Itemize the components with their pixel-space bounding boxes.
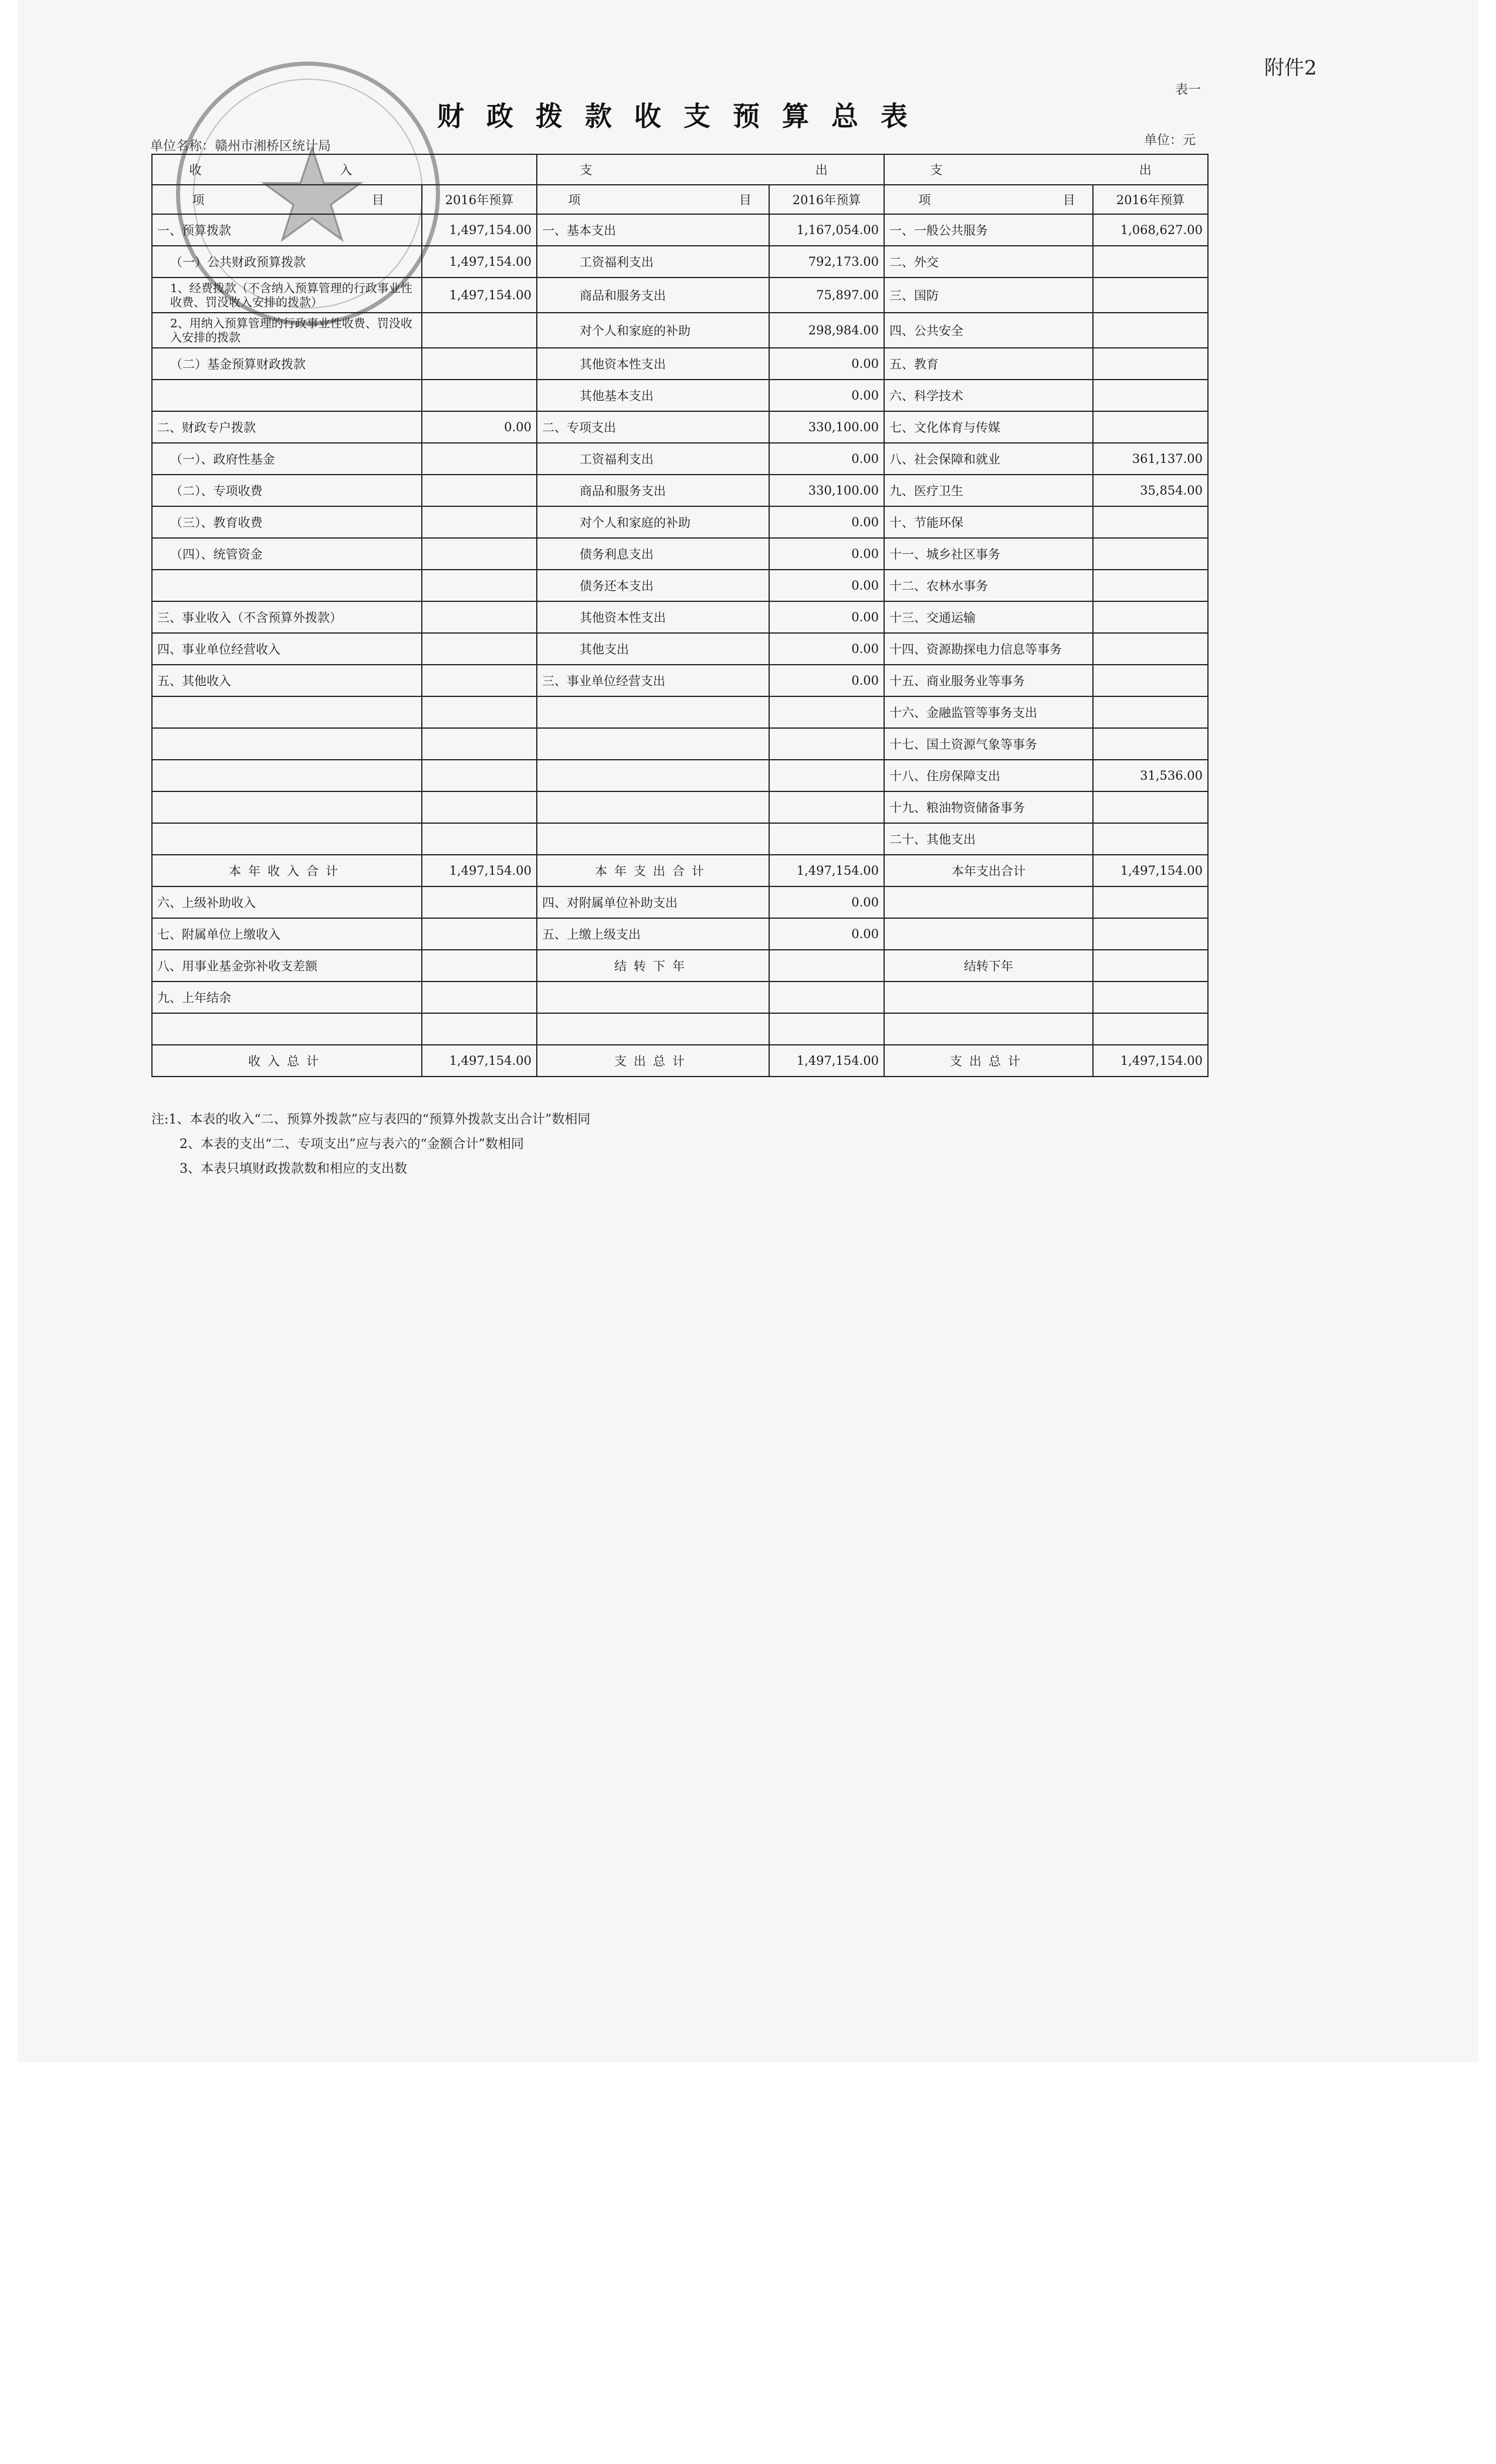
table-row — [152, 570, 1208, 601]
expense-value: 0.00 — [769, 665, 884, 696]
function-item: 六、科学技术 — [884, 380, 1093, 411]
table-row — [152, 791, 1208, 823]
income-value — [422, 981, 537, 1013]
income-value: 1,497,154.00 — [422, 246, 537, 277]
function-group-header: 支 出 — [884, 154, 1208, 185]
income-value — [422, 760, 537, 791]
budget-table — [151, 154, 1209, 1077]
function-value: 361,137.00 — [1093, 443, 1208, 475]
expense-value: 330,100.00 — [769, 411, 884, 443]
income-value — [422, 633, 537, 665]
function-item: 十三、交通运输 — [884, 601, 1093, 633]
function-value — [1093, 791, 1208, 823]
income-value — [422, 696, 537, 728]
function-value — [1093, 538, 1208, 570]
income-value — [422, 475, 537, 506]
expense-value: 792,173.00 — [769, 246, 884, 277]
footnote-3: 3、本表只填财政拨款数和相应的支出数 — [180, 1162, 407, 1176]
expense-item: 工资福利支出 — [537, 246, 769, 277]
table-row — [152, 633, 1208, 665]
expense-value: 0.00 — [769, 918, 884, 950]
function-value — [1093, 886, 1208, 918]
income-value: 1,497,154.00 — [422, 277, 537, 313]
expense-value — [769, 950, 884, 981]
table-row — [152, 728, 1208, 760]
function-item — [884, 886, 1093, 918]
expense-value — [769, 823, 884, 855]
income-item: （一）公共财政预算拨款 — [152, 246, 422, 277]
expense-value: 0.00 — [769, 601, 884, 633]
expense-item: 其他支出 — [537, 633, 769, 665]
income-item — [152, 1013, 422, 1045]
expense-value: 330,100.00 — [769, 475, 884, 506]
header-row-groups — [152, 154, 1208, 185]
table-row — [152, 855, 1208, 886]
expense-item: 支出总计 — [537, 1045, 769, 1077]
income-item — [152, 823, 422, 855]
expense-value: 0.00 — [769, 570, 884, 601]
income-item: 收入总计 — [152, 1045, 422, 1077]
expense-value: 298,984.00 — [769, 313, 884, 348]
function-value — [1093, 277, 1208, 313]
expense-item: 对个人和家庭的补助 — [537, 313, 769, 348]
table-row — [152, 411, 1208, 443]
expense-item: 其他资本性支出 — [537, 348, 769, 380]
expense-item — [537, 728, 769, 760]
income-item: （二）、专项收费 — [152, 475, 422, 506]
expense-value: 0.00 — [769, 380, 884, 411]
table-row — [152, 246, 1208, 277]
function-item: 四、公共安全 — [884, 313, 1093, 348]
income-item: 一、预算拨款 — [152, 214, 422, 246]
function-item: 十九、粮油物资储备事务 — [884, 791, 1093, 823]
income-item: （三）、教育收费 — [152, 506, 422, 538]
income-item-header: 项 目 — [152, 185, 422, 214]
expense-item — [537, 981, 769, 1013]
function-item: 三、国防 — [884, 277, 1093, 313]
income-item: （二）基金预算财政拨款 — [152, 348, 422, 380]
expense-item — [537, 760, 769, 791]
function-value — [1093, 348, 1208, 380]
table-number: 表一 — [1175, 83, 1201, 97]
income-item: 本年收入合计 — [152, 855, 422, 886]
table-row — [152, 886, 1208, 918]
expense-item — [537, 1013, 769, 1045]
table-row — [152, 348, 1208, 380]
table-row — [152, 475, 1208, 506]
expense-item: 五、上缴上级支出 — [537, 918, 769, 950]
income-value — [422, 443, 537, 475]
expense-item: 债务利息支出 — [537, 538, 769, 570]
function-item — [884, 1013, 1093, 1045]
income-item — [152, 728, 422, 760]
footnotes — [151, 1108, 590, 1182]
function-value — [1093, 506, 1208, 538]
income-item — [152, 791, 422, 823]
expense-item: 本年支出合计 — [537, 855, 769, 886]
function-value — [1093, 380, 1208, 411]
function-item: 二十、其他支出 — [884, 823, 1093, 855]
income-value — [422, 348, 537, 380]
income-value — [422, 506, 537, 538]
function-budget-header: 2016年预算 — [1093, 185, 1208, 214]
function-value — [1093, 313, 1208, 348]
currency-unit: 单位：元 — [1144, 133, 1196, 148]
income-item: 八、用事业基金弥补收支差额 — [152, 950, 422, 981]
function-item: 结转下年 — [884, 950, 1093, 981]
function-value — [1093, 246, 1208, 277]
table-row — [152, 1045, 1208, 1077]
income-item: 二、财政专户拨款 — [152, 411, 422, 443]
expense-item: 三、事业单位经营支出 — [537, 665, 769, 696]
function-item-header: 项 目 — [884, 185, 1093, 214]
function-item: 十四、资源勘探电力信息等事务 — [884, 633, 1093, 665]
income-value — [422, 950, 537, 981]
function-value — [1093, 823, 1208, 855]
income-value — [422, 886, 537, 918]
function-item: 本年支出合计 — [884, 855, 1093, 886]
expense-item — [537, 696, 769, 728]
function-item: 一、一般公共服务 — [884, 214, 1093, 246]
income-item: 三、事业收入（不含预算外拨款） — [152, 601, 422, 633]
income-value — [422, 570, 537, 601]
expense-value: 75,897.00 — [769, 277, 884, 313]
table-row — [152, 823, 1208, 855]
function-value: 1,068,627.00 — [1093, 214, 1208, 246]
function-item: 二、外交 — [884, 246, 1093, 277]
income-item — [152, 696, 422, 728]
income-value — [422, 313, 537, 348]
income-item — [152, 380, 422, 411]
expense-item: 债务还本支出 — [537, 570, 769, 601]
income-value — [422, 380, 537, 411]
expense-value: 1,497,154.00 — [769, 855, 884, 886]
function-value — [1093, 570, 1208, 601]
function-value: 31,536.00 — [1093, 760, 1208, 791]
unit-name: 单位名称：赣州市湘桥区统计局 — [150, 139, 331, 154]
function-item — [884, 918, 1093, 950]
table-row — [152, 443, 1208, 475]
expense-item: 二、专项支出 — [537, 411, 769, 443]
function-value — [1093, 950, 1208, 981]
function-value — [1093, 696, 1208, 728]
function-item: 十五、商业服务业等事务 — [884, 665, 1093, 696]
income-item: 2、用纳入预算管理的行政事业性收费、罚没收入安排的拨款 — [152, 313, 422, 348]
table-row — [152, 601, 1208, 633]
expense-value: 0.00 — [769, 538, 884, 570]
income-group-header: 收 入 — [152, 154, 537, 185]
expense-value — [769, 1013, 884, 1045]
expense-item: 商品和服务支出 — [537, 475, 769, 506]
function-item: 十六、金融监管等事务支出 — [884, 696, 1093, 728]
function-value — [1093, 601, 1208, 633]
table-row — [152, 950, 1208, 981]
income-value — [422, 823, 537, 855]
function-item — [884, 981, 1093, 1013]
income-item: 七、附属单位上缴收入 — [152, 918, 422, 950]
function-value — [1093, 633, 1208, 665]
expense-budget-header: 2016年预算 — [769, 185, 884, 214]
income-item: 五、其他收入 — [152, 665, 422, 696]
function-item: 十七、国土资源气象等事务 — [884, 728, 1093, 760]
expense-value — [769, 696, 884, 728]
table-row — [152, 981, 1208, 1013]
income-item — [152, 570, 422, 601]
footnote-1: 注:1、本表的收入“二、预算外拨款”应与表四的“预算外拨款支出合计”数相同 — [151, 1112, 591, 1127]
table-row — [152, 1013, 1208, 1045]
expense-group-header: 支 出 — [537, 154, 884, 185]
income-value: 1,497,154.00 — [422, 855, 537, 886]
function-item: 七、文化体育与传媒 — [884, 411, 1093, 443]
function-item: 十、节能环保 — [884, 506, 1093, 538]
expense-item: 其他资本性支出 — [537, 601, 769, 633]
expense-value: 0.00 — [769, 506, 884, 538]
header-row-columns — [152, 185, 1208, 214]
expense-value: 0.00 — [769, 633, 884, 665]
income-value — [422, 728, 537, 760]
income-item: （一）、政府性基金 — [152, 443, 422, 475]
function-value — [1093, 918, 1208, 950]
function-value: 1,497,154.00 — [1093, 855, 1208, 886]
income-item: 1、经费拨款（不含纳入预算管理的行政事业性收费、罚没收入安排的拨款） — [152, 277, 422, 313]
expense-value: 0.00 — [769, 886, 884, 918]
function-item: 十一、城乡社区事务 — [884, 538, 1093, 570]
expense-value — [769, 760, 884, 791]
function-value — [1093, 981, 1208, 1013]
income-value: 1,497,154.00 — [422, 214, 537, 246]
table-row — [152, 696, 1208, 728]
expense-value — [769, 728, 884, 760]
income-value: 1,497,154.00 — [422, 1045, 537, 1077]
income-value — [422, 1013, 537, 1045]
expense-item: 四、对附属单位补助支出 — [537, 886, 769, 918]
income-item: 四、事业单位经营收入 — [152, 633, 422, 665]
footnote-2: 2、本表的支出“二、专项支出”应与表六的“金额合计”数相同 — [180, 1137, 524, 1152]
income-value — [422, 918, 537, 950]
income-value — [422, 538, 537, 570]
income-item — [152, 760, 422, 791]
table-row — [152, 313, 1208, 348]
function-value — [1093, 411, 1208, 443]
expense-item-header: 项 目 — [537, 185, 769, 214]
function-value — [1093, 1013, 1208, 1045]
function-value — [1093, 728, 1208, 760]
table-row — [152, 760, 1208, 791]
income-value — [422, 665, 537, 696]
expense-item: 对个人和家庭的补助 — [537, 506, 769, 538]
function-item: 九、医疗卫生 — [884, 475, 1093, 506]
table-row — [152, 538, 1208, 570]
table-row — [152, 277, 1208, 313]
expense-value — [769, 791, 884, 823]
function-item: 十二、农林水事务 — [884, 570, 1093, 601]
table-row — [152, 380, 1208, 411]
income-item: 九、上年结余 — [152, 981, 422, 1013]
table-row — [152, 665, 1208, 696]
page-title: 财政拨款收支预算总表 — [437, 100, 930, 132]
expense-item: 一、基本支出 — [537, 214, 769, 246]
income-item: （四）、统管资金 — [152, 538, 422, 570]
expense-value: 0.00 — [769, 443, 884, 475]
table-row — [152, 506, 1208, 538]
function-item: 支出总计 — [884, 1045, 1093, 1077]
function-value: 35,854.00 — [1093, 475, 1208, 506]
function-item: 十八、住房保障支出 — [884, 760, 1093, 791]
expense-item: 结转下年 — [537, 950, 769, 981]
income-value — [422, 601, 537, 633]
expense-value: 0.00 — [769, 348, 884, 380]
table-row — [152, 214, 1208, 246]
expense-item: 商品和服务支出 — [537, 277, 769, 313]
function-value: 1,497,154.00 — [1093, 1045, 1208, 1077]
expense-value: 1,167,054.00 — [769, 214, 884, 246]
function-item: 八、社会保障和就业 — [884, 443, 1093, 475]
income-value: 0.00 — [422, 411, 537, 443]
expense-item: 其他基本支出 — [537, 380, 769, 411]
income-budget-header: 2016年预算 — [422, 185, 537, 214]
income-value — [422, 791, 537, 823]
function-item: 五、教育 — [884, 348, 1093, 380]
table-row — [152, 918, 1208, 950]
function-value — [1093, 665, 1208, 696]
expense-item — [537, 791, 769, 823]
expense-item — [537, 823, 769, 855]
attachment-label: 附件2 — [1264, 56, 1317, 80]
expense-item: 工资福利支出 — [537, 443, 769, 475]
expense-value — [769, 981, 884, 1013]
income-item: 六、上级补助收入 — [152, 886, 422, 918]
expense-value: 1,497,154.00 — [769, 1045, 884, 1077]
